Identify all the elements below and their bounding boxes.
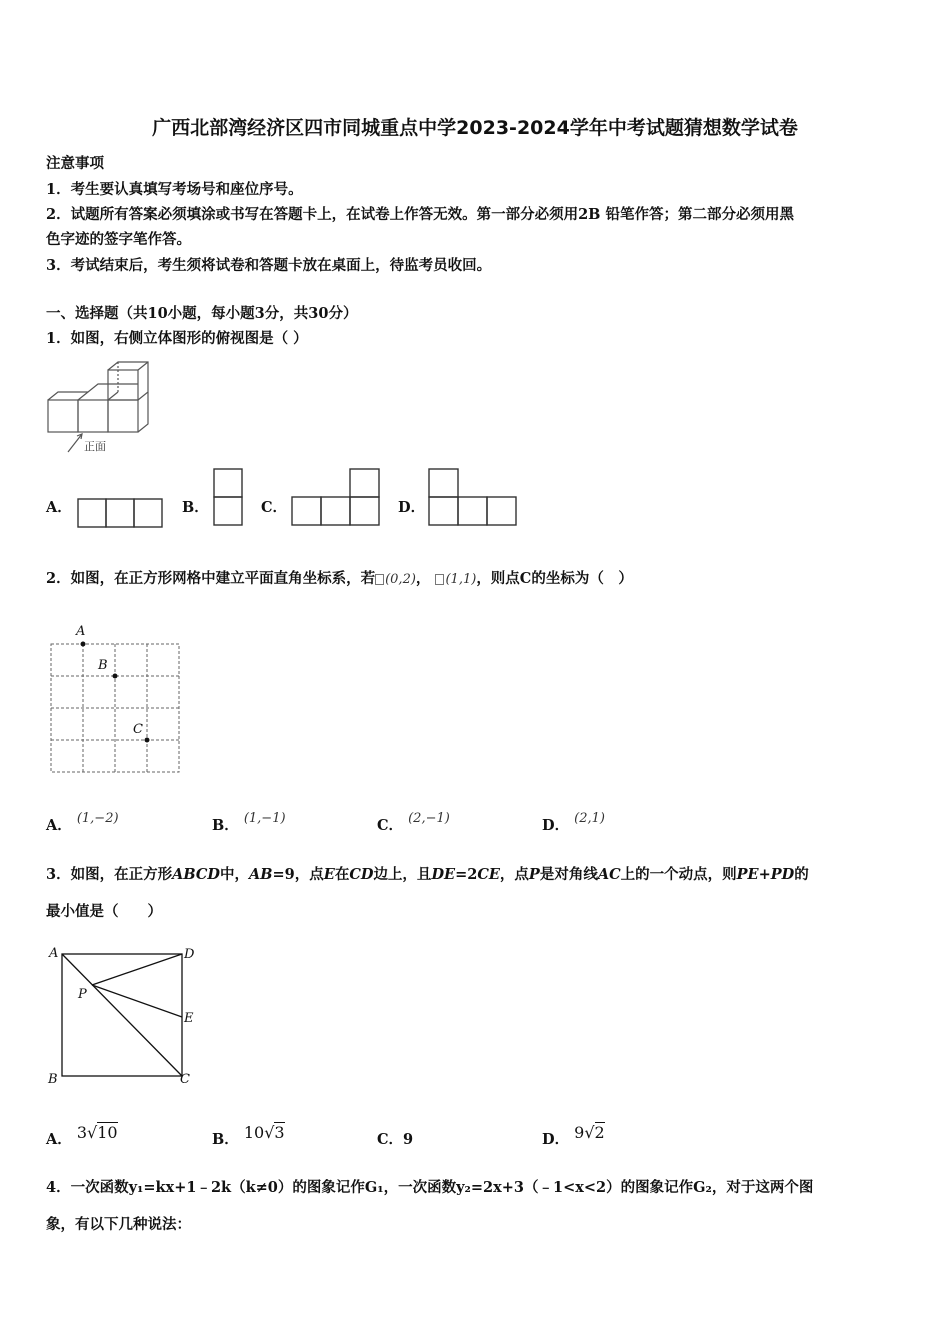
vertex-b-label: B	[48, 1072, 58, 1087]
q3-option-b-label: B．	[212, 1131, 239, 1148]
q1-option-d-figure	[427, 467, 521, 529]
q2-sep: ，	[415, 570, 431, 587]
point-e-label: E	[184, 1011, 194, 1026]
q3-option-a-label: A．	[46, 1131, 72, 1148]
notice-item-2: 2．试题所有答案必须填涂或书写在答题卡上，在试卷上作答无效。第一部分必须用2B 铅笔作答；第二部分必须用黑	[46, 206, 794, 223]
q1-option-a-label[interactable]: A．	[46, 499, 72, 516]
q2-coord-a: (0,2)	[385, 572, 416, 587]
vertex-d-label: D	[184, 947, 195, 962]
point-b-placeholder-icon	[435, 574, 444, 585]
q2-option-b-label: B．	[212, 817, 239, 834]
q2-stem-b: ，则点C的坐标为（ ）	[476, 570, 633, 587]
q1-option-b-label[interactable]: B．	[182, 499, 209, 516]
q4-stem-line2: 象，有以下几种说法：	[46, 1216, 191, 1233]
q1-option-b-figure	[212, 467, 244, 529]
q2-option-b[interactable]	[212, 811, 286, 835]
q3-option-c-value: 9	[403, 1131, 414, 1148]
q2-option-c[interactable]	[377, 811, 450, 835]
q3-option-b[interactable]	[212, 1123, 285, 1149]
section-heading: 一、选择题（共10小题，每小题3分，共30分）	[46, 305, 358, 322]
q2-grid-figure	[46, 624, 186, 776]
vertex-a-label: A	[49, 946, 59, 961]
q2-option-a-value: (1,−2)	[76, 811, 119, 826]
q2-option-a[interactable]	[46, 811, 119, 835]
q2-option-b-value: (1,−1)	[243, 811, 286, 826]
q1-option-c-label[interactable]: C．	[261, 499, 288, 516]
grid-label-a: A	[76, 624, 86, 639]
q3-option-d[interactable]	[542, 1123, 605, 1149]
page-title: 广西北部湾经济区四市同城重点中学2023-2024学年中考试题猜想数学试卷	[152, 117, 798, 139]
notice-item-3: 3．考试结束后，考生须将试卷和答题卡放在桌面上，待监考员收回。	[46, 257, 492, 274]
q1-option-a-figure	[77, 497, 165, 529]
q2-option-d-label: D．	[542, 817, 570, 834]
q2-option-c-label: C．	[377, 817, 404, 834]
grid-label-b: B	[98, 658, 108, 673]
q1-option-d-label[interactable]: D．	[398, 499, 426, 516]
q2-option-c-value: (2,−1)	[408, 811, 450, 826]
q4-stem-line1: 4．一次函数y₁=kx+1﹣2k（k≠0）的图象记作G₁，一次函数y₂=2x+3（﹣1<x<2）的图象记作G₂，对于这两个图	[46, 1179, 814, 1196]
q3-option-c[interactable]	[377, 1128, 413, 1149]
q1-option-c-figure	[290, 467, 382, 529]
q2-stem-a: 2．如图，在正方形网格中建立平面直角坐标系，若	[46, 570, 376, 587]
q2-stem	[46, 567, 633, 588]
q3-option-a-value: 3√10	[76, 1123, 118, 1142]
notice-item-2-cont: 色字迹的签字笔作答。	[46, 231, 191, 248]
point-p-label: P	[78, 987, 87, 1002]
q2-option-d-value: (2,1)	[574, 811, 605, 826]
vertex-c-label: C	[180, 1072, 190, 1087]
point-a-placeholder-icon	[375, 574, 384, 585]
q3-square-figure	[44, 942, 204, 1088]
q2-option-a-label: A．	[46, 817, 72, 834]
q3-option-b-value: 10√3	[243, 1123, 285, 1142]
notice-item-1: 1．考生要认真填写考场号和座位序号。	[46, 181, 303, 198]
q2-coord-b: (1,1)	[445, 572, 477, 587]
q3-option-c-label: C．	[377, 1131, 404, 1148]
grid-label-c: C	[133, 722, 143, 737]
q1-stem: 1．如图，右侧立体图形的俯视图是（ ）	[46, 330, 308, 347]
q3-stem-line1: 3．如图，在正方形ABCD中，AB=9，点E在CD边上，且DE=2CE，点P是对角线AC上的一个动点，则PE+PD的	[46, 866, 809, 883]
notice-heading: 注意事项	[46, 155, 104, 172]
q3-option-d-value: 9√2	[574, 1123, 605, 1142]
q1-solid-figure	[44, 362, 164, 458]
front-label: 正面	[84, 440, 106, 453]
q3-option-d-label: D．	[542, 1131, 570, 1148]
q3-option-a[interactable]	[46, 1123, 118, 1149]
q2-option-d[interactable]	[542, 811, 605, 835]
q3-stem-line2: 最小值是（ ）	[46, 903, 162, 920]
